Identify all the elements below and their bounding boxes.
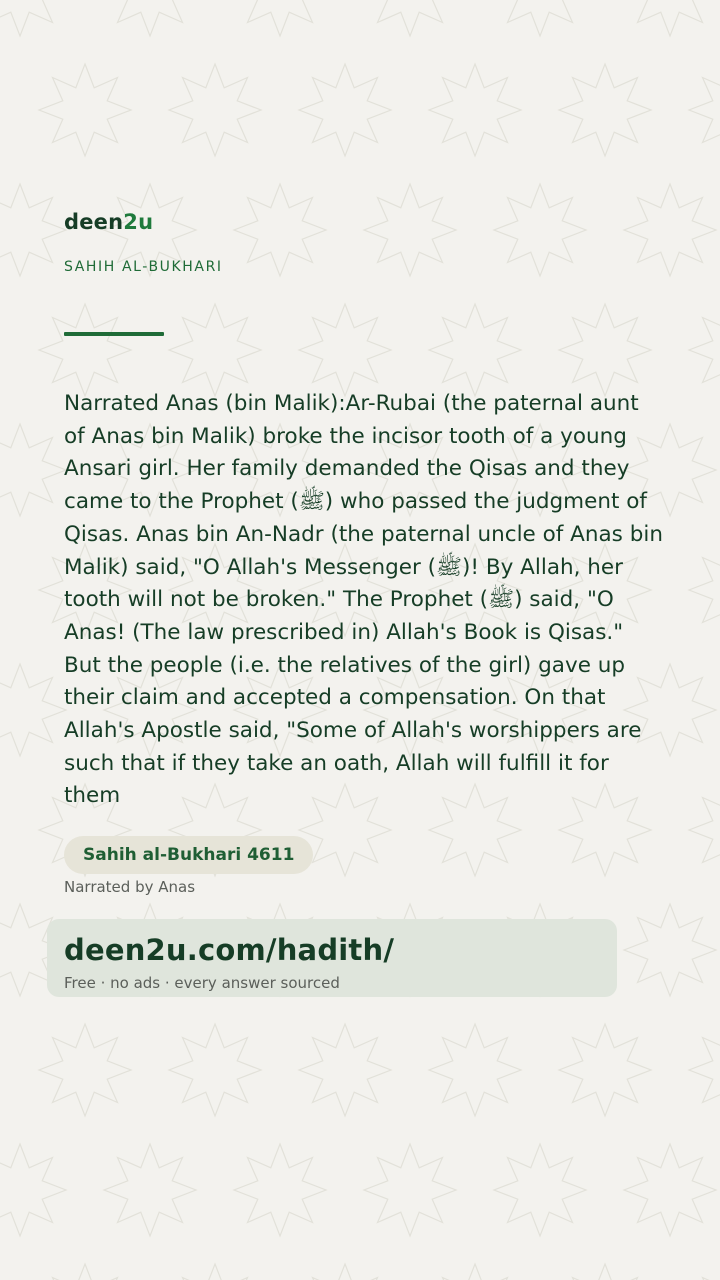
divider [64, 332, 164, 336]
collection-label: SAHIH AL-BUKHARI [64, 259, 223, 275]
reference-badge: Sahih al-Bukhari 4611 [64, 836, 313, 874]
brand-name-suffix: 2u [123, 210, 154, 234]
cta-tagline: Free · no ads · every answer sourced [64, 974, 340, 992]
hadith-text: Narrated Anas (bin Malik):Ar-Rubai (the paternal aunt of Anas bin Malik) broke the incisor tooth of a young Ansari girl. Her family demanded the Qisas and they came to the Prophet (ﷺ) who passed the judgment of Qisas. Anas bin An-Nadr (the paternal uncle of Anas bin Malik) said, "O Allah's Messenger (ﷺ)! By Allah, her tooth will not be broken." The Prophet (ﷺ) said, "O Anas! (The law prescribed in) Allah's Book is Qisas." But the people (i.e. the relatives of the girl) gave up their claim and accepted a compensation. On that Allah's Apostle said, "Some of Allah's worshippers are such that if they take an oath, Allah will fulfill it for them [64, 391, 663, 809]
narrator-label: Narrated by Anas [64, 878, 196, 896]
brand-logo [64, 210, 153, 234]
website-cta-card[interactable] [47, 919, 617, 997]
website-url-link[interactable]: deen2u.com/hadith/ [64, 933, 395, 967]
brand-name-prefix: deen [64, 210, 124, 234]
